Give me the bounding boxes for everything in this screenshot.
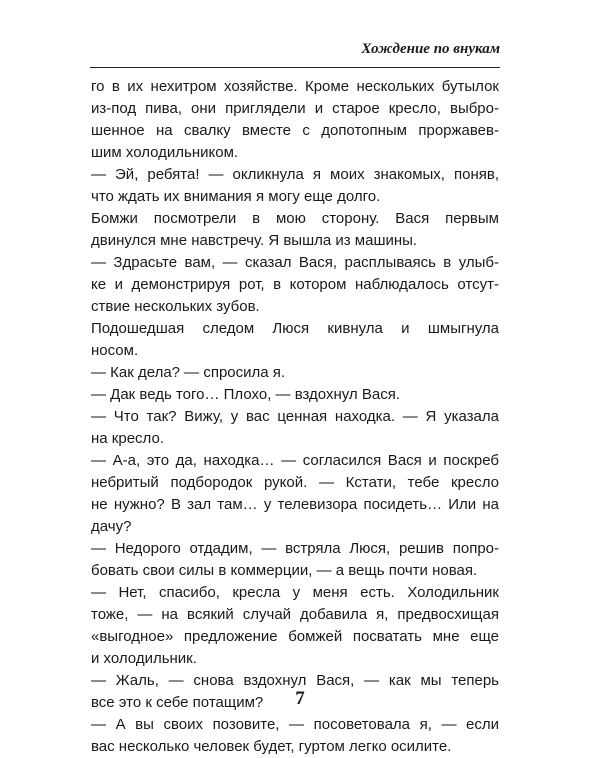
text-line: на кресло. bbox=[91, 430, 164, 447]
text-line: Подошедшая следом Люся кивнула и шмыгнула bbox=[91, 320, 499, 337]
text-line: — Как дела? — спросила я. bbox=[91, 364, 286, 381]
text-line: «выгодное» предложение бомжей посватать мне еще bbox=[91, 628, 499, 645]
text-line: — Недорого отдадим, — встряла Люся, решив попро- bbox=[91, 540, 499, 557]
text-line: го в их нехитром хозяйстве. Кроме нескольких бутылок bbox=[91, 78, 499, 95]
text-line: ствие нескольких зубов. bbox=[91, 298, 260, 315]
running-title: Хождение по внукам bbox=[361, 41, 500, 57]
body-text bbox=[91, 76, 499, 758]
text-line: — Дак ведь того… Плохо, — вздохнул Вася. bbox=[91, 386, 400, 403]
text-line: тоже, — на всякий случай добавила я, предвосхищая bbox=[91, 606, 499, 623]
text-line: двинулся мне навстречу. Я вышла из машины. bbox=[91, 232, 418, 249]
text-line: — А-а, это да, находка… — согласился Вася и поскреб bbox=[91, 452, 499, 469]
text-line: — Нет, спасибо, кресла у меня есть. Холодильник bbox=[91, 584, 499, 601]
header-rule bbox=[90, 67, 500, 68]
text-line: — Здрасьте вам, — сказал Вася, расплываясь в улыб- bbox=[91, 254, 499, 271]
text-line: — Эй, ребята! — окликнула я моих знакомых, поняв, bbox=[91, 166, 499, 183]
text-line: бовать свои силы в коммерции, — а вещь почти новая. bbox=[91, 562, 478, 579]
text-line: все это к себе потащим? bbox=[91, 694, 264, 711]
text-line: дачу? bbox=[91, 518, 132, 535]
text-line: — Что так? Вижу, у вас ценная находка. — Я указала bbox=[91, 408, 499, 425]
text-line: небритый подбородок рукой. — Кстати, тебе кресло bbox=[91, 474, 499, 491]
text-line: Бомжи посмотрели в мою сторону. Вася первым bbox=[91, 210, 499, 227]
page-number: 7 bbox=[295, 688, 305, 709]
text-line: и холодильник. bbox=[91, 650, 197, 667]
text-line: ке и демонстрируя рот, в котором наблюдалось отсут- bbox=[91, 276, 499, 293]
text-line: носом. bbox=[91, 342, 139, 359]
text-line: из-под пива, они приглядели и старое кресло, выбро- bbox=[91, 100, 499, 117]
text-line: вас несколько человек будет, гуртом легко осилите. bbox=[91, 738, 452, 755]
text-line: не нужно? В зал там… у телевизора посидеть… Или на bbox=[91, 496, 499, 513]
text-line: шенное на свалку вместе с допотопным проржавев- bbox=[91, 122, 499, 139]
text-line: — Жаль, — снова вздохнул Вася, — как мы теперь bbox=[91, 672, 499, 689]
text-line: шим холодильником. bbox=[91, 144, 239, 161]
text-line: что ждать их внимания я могу еще долго. bbox=[91, 188, 381, 205]
text-line: — А вы своих позовите, — посоветовала я, — если bbox=[91, 716, 499, 733]
